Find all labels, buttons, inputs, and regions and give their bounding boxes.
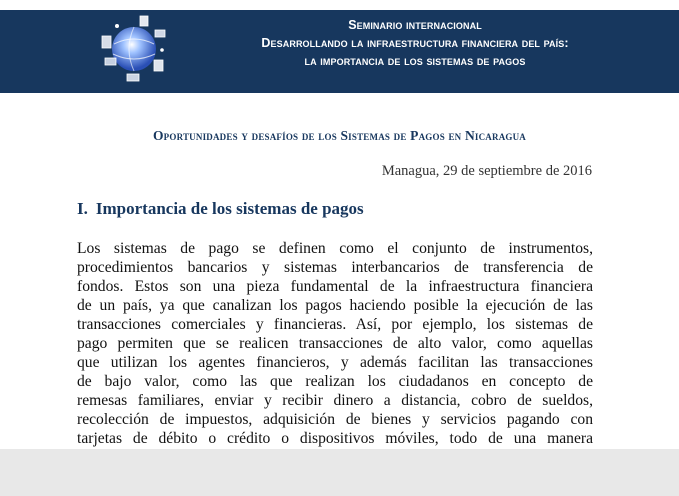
paragraph-line: procedimientos bancarios y sistemas interbancarios de transferencia de bbox=[77, 259, 593, 276]
banner-line: la importancia de los sistemas de pagos bbox=[304, 54, 526, 68]
section-heading bbox=[77, 199, 364, 219]
section-number: I. bbox=[77, 199, 88, 218]
paragraph-line: que utilizan los agentes financieros, y además facilitan las transacciones bbox=[77, 354, 593, 371]
paragraph-line: fondos. Estos son una pieza fundamental de la infraestructura financiera bbox=[77, 278, 593, 295]
paragraph-line: transacciones comerciales y financieras. Así, por ejemplo, los sistemas de bbox=[77, 316, 593, 333]
banner-line: Desarrollando la infraestructura financiera del país: bbox=[261, 36, 569, 50]
paragraph-line: tarjetas de débito o crédito o dispositivos móviles, todo de una manera bbox=[77, 430, 593, 447]
paragraph-line: de un país, ya que canalizan los pagos haciendo posible la ejecución de las bbox=[77, 297, 593, 314]
page-top-margin bbox=[0, 0, 679, 10]
dateline: Managua, 29 de septiembre de 2016 bbox=[381, 163, 592, 179]
paragraph-line: pago permiten que se realicen transacciones de alto valor, como aquellas bbox=[77, 335, 593, 352]
paragraph-line: de bajo valor, como las que realizan los ciudadanos en concepto de bbox=[77, 373, 593, 390]
section-heading-text: Importancia de los sistemas de pagos bbox=[95, 199, 364, 218]
seminar-banner bbox=[0, 10, 679, 93]
paragraph-line: recolección de impuestos, adquisición de bienes y servicios pagando con bbox=[77, 411, 593, 428]
body-paragraph bbox=[77, 239, 593, 448]
banner-title bbox=[205, 16, 625, 70]
banner-line: Seminario internacional bbox=[348, 18, 482, 32]
document-title: Oportunidades y desafíos de los Sistemas de Pagos en Nicaragua bbox=[152, 128, 527, 143]
paragraph-line: Los sistemas de pago se definen como el conjunto de instrumentos, bbox=[77, 240, 593, 257]
globe-with-payment-devices-icon bbox=[92, 10, 172, 88]
paragraph-line: remesas familiares, enviar y recibir dinero a distancia, cobro de sueldos, bbox=[77, 392, 593, 409]
